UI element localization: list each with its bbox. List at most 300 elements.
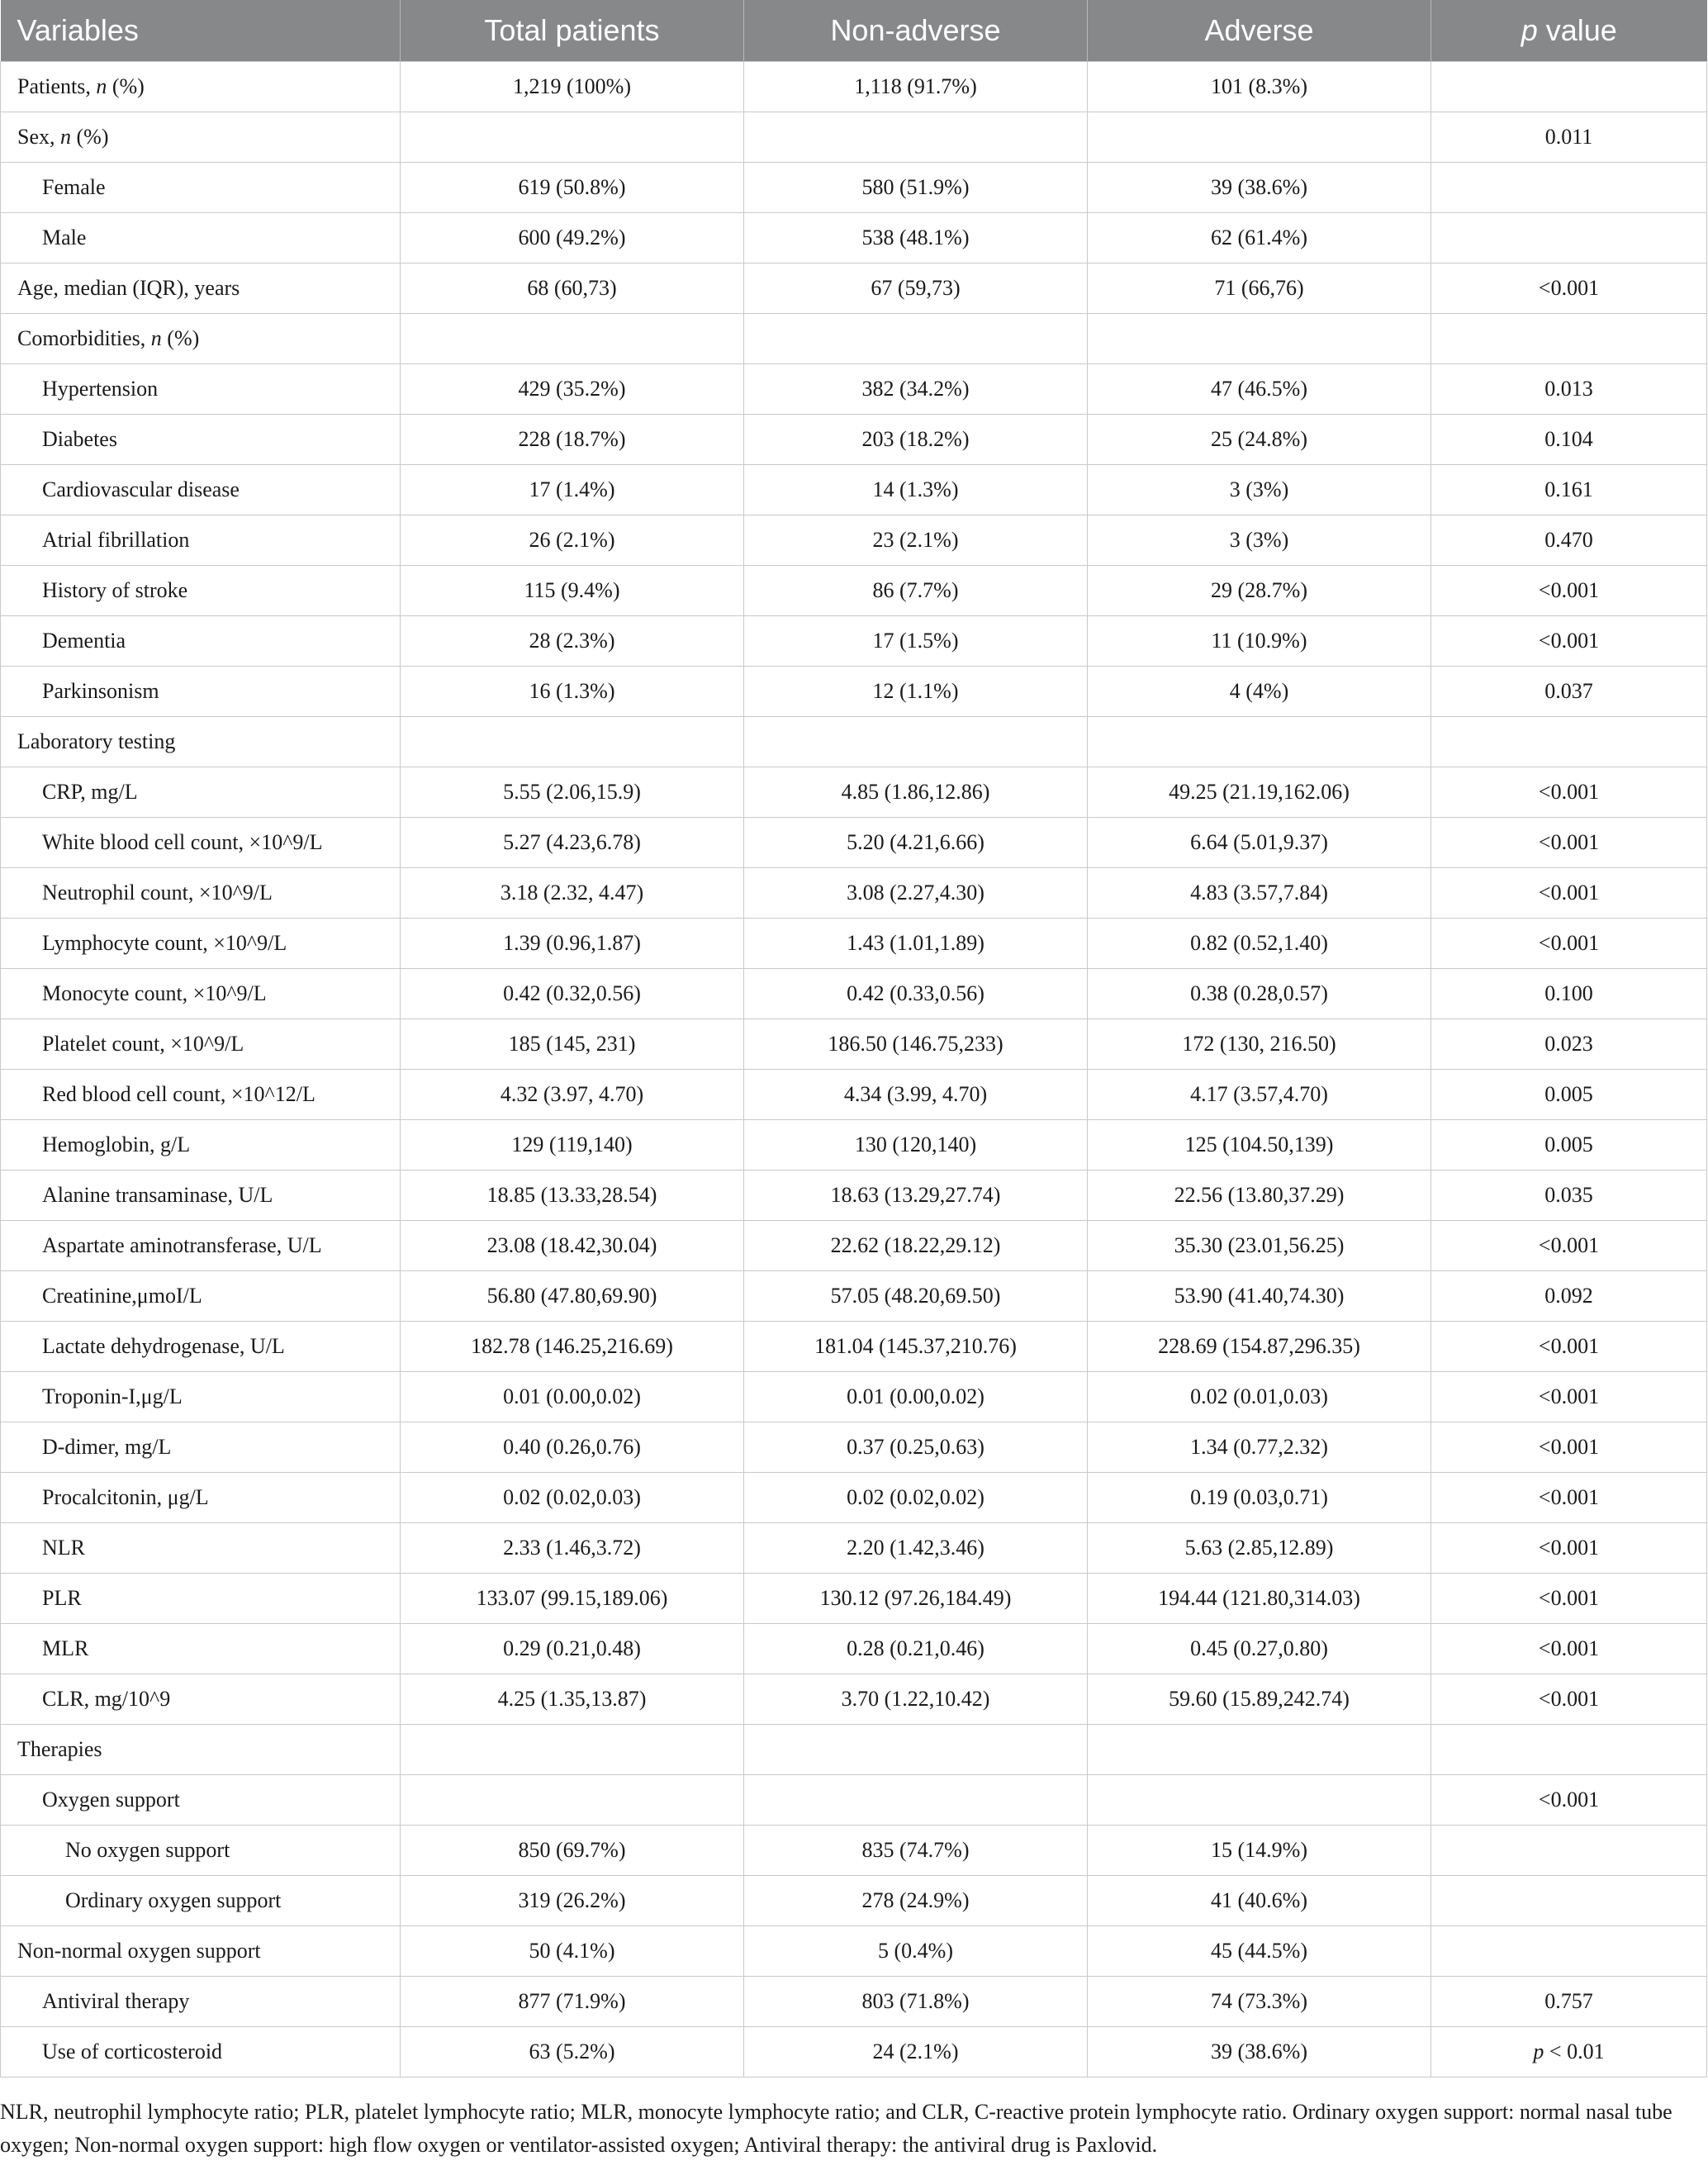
row-label: Non-normal oxygen support <box>17 1939 261 1963</box>
table-body <box>1 62 1707 2077</box>
row-label-cell <box>1 314 401 364</box>
non-adverse-cell: 5.20 (4.21,6.66) <box>744 818 1088 868</box>
total-cell: 182.78 (146.25,216.69) <box>401 1322 744 1372</box>
non-adverse-cell: 3.08 (2.27,4.30) <box>744 868 1088 919</box>
total-cell: 115 (9.4%) <box>401 566 744 616</box>
row-label: History of stroke <box>42 578 188 602</box>
row-label-italic: n <box>150 326 162 350</box>
table-row <box>1 1725 1707 1775</box>
row-label: CRP, mg/L <box>42 780 138 804</box>
adverse-cell: 4 (4%) <box>1088 667 1431 717</box>
p-value-cell <box>1431 1372 1707 1422</box>
row-label-cell <box>1 1070 401 1120</box>
table-row <box>1 2027 1707 2077</box>
adverse-cell: 35.30 (23.01,56.25) <box>1088 1221 1431 1271</box>
non-adverse-cell <box>744 1775 1088 1826</box>
adverse-cell: 228.69 (154.87,296.35) <box>1088 1322 1431 1372</box>
row-label: D-dimer, mg/L <box>42 1435 172 1459</box>
p-value-cell <box>1431 1221 1707 1271</box>
row-label: Antiviral therapy <box>42 1989 190 2013</box>
p-value-cell <box>1431 969 1707 1019</box>
adverse-cell: 71 (66,76) <box>1088 264 1431 314</box>
adverse-cell: 0.19 (0.03,0.71) <box>1088 1473 1431 1523</box>
p-value-cell <box>1431 112 1707 163</box>
non-adverse-cell: 181.04 (145.37,210.76) <box>744 1322 1088 1372</box>
table-row <box>1 1876 1707 1926</box>
table-row <box>1 868 1707 919</box>
row-label-cell <box>1 1977 401 2027</box>
adverse-cell: 1.34 (0.77,2.32) <box>1088 1422 1431 1473</box>
total-cell: 877 (71.9%) <box>401 1977 744 2027</box>
row-label: Diabetes <box>42 427 117 451</box>
total-cell: 16 (1.3%) <box>401 667 744 717</box>
row-label: Dementia <box>42 629 126 653</box>
p-value-cell <box>1431 163 1707 213</box>
non-adverse-cell: 0.42 (0.33,0.56) <box>744 969 1088 1019</box>
total-cell: 28 (2.3%) <box>401 616 744 667</box>
table-row <box>1 1271 1707 1322</box>
p-value-cell <box>1431 1120 1707 1170</box>
table-row <box>1 213 1707 264</box>
adverse-cell: 101 (8.3%) <box>1088 62 1431 112</box>
table-row <box>1 1372 1707 1422</box>
table-row <box>1 667 1707 717</box>
non-adverse-cell: 67 (59,73) <box>744 264 1088 314</box>
non-adverse-cell: 23 (2.1%) <box>744 515 1088 566</box>
p-value: 0.092 <box>1544 1284 1593 1308</box>
row-label: Creatinine,μmoI/L <box>42 1284 202 1308</box>
p-value: 0.104 <box>1544 427 1593 451</box>
non-adverse-cell: 203 (18.2%) <box>744 415 1088 465</box>
non-adverse-cell <box>744 717 1088 767</box>
p-value-cell <box>1431 1926 1707 1977</box>
row-label: Parkinsonism <box>42 679 159 703</box>
total-cell <box>401 314 744 364</box>
p-value: 0.037 <box>1544 679 1593 703</box>
row-label-cell <box>1 465 401 515</box>
p-value: <0.001 <box>1538 1334 1600 1358</box>
non-adverse-cell: 5 (0.4%) <box>744 1926 1088 1977</box>
non-adverse-cell: 24 (2.1%) <box>744 2027 1088 2077</box>
non-adverse-cell: 1,118 (91.7%) <box>744 62 1088 112</box>
adverse-cell: 45 (44.5%) <box>1088 1926 1431 1977</box>
row-label-cell <box>1 163 401 213</box>
p-value: 0.013 <box>1544 377 1593 401</box>
total-cell: 185 (145, 231) <box>401 1019 744 1070</box>
table-row <box>1 314 1707 364</box>
non-adverse-cell: 0.01 (0.00,0.02) <box>744 1372 1088 1422</box>
p-value-cell <box>1431 264 1707 314</box>
row-label-cell <box>1 1876 401 1926</box>
table-footnote: NLR, neutrophil lymphocyte ratio; PLR, platelet lymphocyte ratio; MLR, monocyte lymphocyte ratio; and CLR, C-reactive protein lymphocyte ratio. Ordinary oxygen support: normal nasal tube oxygen; Non-normal oxygen support: high flow oxygen or ventilator-assisted oxygen; Antiviral therapy: the antiviral drug is Paxlovid. <box>0 2100 1672 2157</box>
table-row <box>1 1473 1707 1523</box>
row-label-cell <box>1 1221 401 1271</box>
row-label-italic: n <box>60 125 71 149</box>
p-value: <0.001 <box>1538 1636 1600 1660</box>
row-label: Patients, <box>17 74 97 98</box>
row-label-cell <box>1 1725 401 1775</box>
adverse-cell: 172 (130, 216.50) <box>1088 1019 1431 1070</box>
total-cell <box>401 1775 744 1826</box>
table-row <box>1 566 1707 616</box>
row-label: Male <box>42 226 87 249</box>
total-cell: 0.42 (0.32,0.56) <box>401 969 744 1019</box>
total-cell <box>401 1725 744 1775</box>
total-cell: 2.33 (1.46,3.72) <box>401 1523 744 1574</box>
p-value-cell <box>1431 868 1707 919</box>
total-cell: 26 (2.1%) <box>401 515 744 566</box>
non-adverse-cell <box>744 112 1088 163</box>
p-value-cell <box>1431 515 1707 566</box>
adverse-cell: 25 (24.8%) <box>1088 415 1431 465</box>
row-label-cell <box>1 969 401 1019</box>
row-label: White blood cell count, ×10^9/L <box>42 830 323 854</box>
row-label-cell <box>1 919 401 969</box>
p-value: <0.001 <box>1538 1788 1600 1811</box>
row-label-cell <box>1 1926 401 1977</box>
table-row <box>1 717 1707 767</box>
non-adverse-cell: 14 (1.3%) <box>744 465 1088 515</box>
total-cell: 850 (69.7%) <box>401 1826 744 1876</box>
adverse-cell: 49.25 (21.19,162.06) <box>1088 767 1431 818</box>
table-row <box>1 1322 1707 1372</box>
row-label-cell <box>1 62 401 112</box>
p-value-cell <box>1431 1624 1707 1674</box>
row-label: Hemoglobin, g/L <box>42 1132 191 1156</box>
adverse-cell: 194.44 (121.80,314.03) <box>1088 1574 1431 1624</box>
table-row <box>1 1221 1707 1271</box>
header-p-italic: p <box>1521 13 1538 47</box>
non-adverse-cell: 382 (34.2%) <box>744 364 1088 415</box>
p-value: <0.001 <box>1538 1384 1600 1408</box>
row-label: Sex, <box>17 125 60 149</box>
adverse-cell: 59.60 (15.89,242.74) <box>1088 1674 1431 1725</box>
non-adverse-cell: 2.20 (1.42,3.46) <box>744 1523 1088 1574</box>
p-value: <0.001 <box>1538 881 1600 905</box>
row-label: Comorbidities, <box>17 326 151 350</box>
row-label: Troponin-I,μg/L <box>42 1384 183 1408</box>
total-cell: 50 (4.1%) <box>401 1926 744 1977</box>
p-value-cell <box>1431 465 1707 515</box>
row-label-cell <box>1 415 401 465</box>
non-adverse-cell: 12 (1.1%) <box>744 667 1088 717</box>
p-value: <0.001 <box>1538 276 1600 300</box>
adverse-cell: 0.82 (0.52,1.40) <box>1088 919 1431 969</box>
adverse-cell: 74 (73.3%) <box>1088 1977 1431 2027</box>
table-row <box>1 1422 1707 1473</box>
total-cell: 619 (50.8%) <box>401 163 744 213</box>
row-label: No oxygen support <box>65 1838 230 1862</box>
table-header-row <box>1 0 1707 62</box>
adverse-cell <box>1088 1775 1431 1826</box>
total-cell: 1,219 (100%) <box>401 62 744 112</box>
adverse-cell: 4.17 (3.57,4.70) <box>1088 1070 1431 1120</box>
non-adverse-cell: 186.50 (146.75,233) <box>744 1019 1088 1070</box>
total-cell: 0.40 (0.26,0.76) <box>401 1422 744 1473</box>
p-value-cell <box>1431 1422 1707 1473</box>
row-label-cell <box>1 213 401 264</box>
p-value-cell <box>1431 717 1707 767</box>
adverse-cell: 39 (38.6%) <box>1088 2027 1431 2077</box>
p-value: 0.005 <box>1544 1132 1593 1156</box>
adverse-cell: 0.02 (0.01,0.03) <box>1088 1372 1431 1422</box>
p-value: <0.001 <box>1538 830 1600 854</box>
p-value: 0.005 <box>1544 1082 1593 1106</box>
table-row <box>1 919 1707 969</box>
p-value: 0.035 <box>1544 1183 1593 1207</box>
adverse-cell: 6.64 (5.01,9.37) <box>1088 818 1431 868</box>
table-row <box>1 415 1707 465</box>
total-cell: 23.08 (18.42,30.04) <box>401 1221 744 1271</box>
row-label: Oxygen support <box>42 1788 180 1811</box>
table-row <box>1 264 1707 314</box>
table-row <box>1 1120 1707 1170</box>
row-label-cell <box>1 1574 401 1624</box>
row-label-cell <box>1 264 401 314</box>
table-row <box>1 515 1707 566</box>
row-label-cell <box>1 364 401 415</box>
row-label-cell <box>1 1775 401 1826</box>
p-value-cell <box>1431 566 1707 616</box>
header-variables: Variables <box>1 0 401 62</box>
row-label: Red blood cell count, ×10^12/L <box>42 1082 316 1106</box>
row-label: Female <box>42 175 106 199</box>
row-label-cell <box>1 1674 401 1725</box>
row-label-cell <box>1 1019 401 1070</box>
p-value-cell <box>1431 1322 1707 1372</box>
table-row <box>1 1170 1707 1221</box>
p-value-cell <box>1431 667 1707 717</box>
row-label-cell <box>1 1120 401 1170</box>
row-label: PLR <box>42 1586 82 1610</box>
p-value-cell <box>1431 314 1707 364</box>
row-label: Laboratory testing <box>17 729 176 753</box>
row-label-cell <box>1 1372 401 1422</box>
p-value-cell <box>1431 1473 1707 1523</box>
p-value: 0.023 <box>1544 1032 1593 1056</box>
p-value: <0.001 <box>1538 1233 1600 1257</box>
row-label: Hypertension <box>42 377 159 401</box>
adverse-cell: 11 (10.9%) <box>1088 616 1431 667</box>
row-label: Ordinary oxygen support <box>65 1888 282 1912</box>
row-label-cell <box>1 667 401 717</box>
p-value: <0.001 <box>1538 780 1600 804</box>
total-cell: 4.32 (3.97, 4.70) <box>401 1070 744 1120</box>
table-row <box>1 767 1707 818</box>
row-label-cell <box>1 2027 401 2077</box>
row-label-suffix: (%) <box>71 125 109 149</box>
p-value-cell <box>1431 1876 1707 1926</box>
row-label-cell <box>1 616 401 667</box>
p-value-cell <box>1431 213 1707 264</box>
adverse-cell <box>1088 717 1431 767</box>
row-label: Neutrophil count, ×10^9/L <box>42 881 273 905</box>
header-adverse: Adverse <box>1088 0 1431 62</box>
header-non-adverse: Non-adverse <box>744 0 1088 62</box>
non-adverse-cell: 130.12 (97.26,184.49) <box>744 1574 1088 1624</box>
non-adverse-cell: 86 (7.7%) <box>744 566 1088 616</box>
p-value-cell <box>1431 818 1707 868</box>
row-label-cell <box>1 1523 401 1574</box>
total-cell: 3.18 (2.32, 4.47) <box>401 868 744 919</box>
row-label: Alanine transaminase, U/L <box>42 1183 273 1207</box>
p-value: 0.757 <box>1544 1989 1593 2013</box>
total-cell: 133.07 (99.15,189.06) <box>401 1574 744 1624</box>
total-cell: 56.80 (47.80,69.90) <box>401 1271 744 1322</box>
p-value: <0.001 <box>1538 931 1600 955</box>
non-adverse-cell: 803 (71.8%) <box>744 1977 1088 2027</box>
row-label-italic: n <box>96 74 107 98</box>
non-adverse-cell: 0.02 (0.02,0.02) <box>744 1473 1088 1523</box>
table-row <box>1 1674 1707 1725</box>
p-value-cell <box>1431 1019 1707 1070</box>
non-adverse-cell: 580 (51.9%) <box>744 163 1088 213</box>
p-value: <0.001 <box>1538 1435 1600 1459</box>
adverse-cell: 5.63 (2.85,12.89) <box>1088 1523 1431 1574</box>
p-value-cell <box>1431 1574 1707 1624</box>
table-row <box>1 969 1707 1019</box>
table-row <box>1 1523 1707 1574</box>
p-value-cell <box>1431 1070 1707 1120</box>
non-adverse-cell: 0.28 (0.21,0.46) <box>744 1624 1088 1674</box>
total-cell: 0.02 (0.02,0.03) <box>401 1473 744 1523</box>
table-row <box>1 1019 1707 1070</box>
total-cell: 228 (18.7%) <box>401 415 744 465</box>
p-value-cell <box>1431 364 1707 415</box>
row-label: Lymphocyte count, ×10^9/L <box>42 931 287 955</box>
row-label-cell <box>1 566 401 616</box>
p-value-cell <box>1431 1725 1707 1775</box>
table-row <box>1 1624 1707 1674</box>
row-label-cell <box>1 1422 401 1473</box>
p-value-cell <box>1431 1775 1707 1826</box>
adverse-cell: 4.83 (3.57,7.84) <box>1088 868 1431 919</box>
adverse-cell: 29 (28.7%) <box>1088 566 1431 616</box>
adverse-cell: 53.90 (41.40,74.30) <box>1088 1271 1431 1322</box>
p-value-cell <box>1431 1826 1707 1876</box>
row-label-cell <box>1 818 401 868</box>
p-value: <0.001 <box>1538 1687 1600 1711</box>
adverse-cell: 125 (104.50,139) <box>1088 1120 1431 1170</box>
row-label-cell <box>1 717 401 767</box>
table-row <box>1 818 1707 868</box>
row-label: Atrial fibrillation <box>42 528 190 552</box>
p-value-cell <box>1431 616 1707 667</box>
row-label: Monocyte count, ×10^9/L <box>42 981 267 1005</box>
table-row <box>1 1574 1707 1624</box>
total-cell <box>401 717 744 767</box>
total-cell: 17 (1.4%) <box>401 465 744 515</box>
adverse-cell: 0.45 (0.27,0.80) <box>1088 1624 1431 1674</box>
p-value-cell <box>1431 1271 1707 1322</box>
non-adverse-cell <box>744 1725 1088 1775</box>
row-label: Lactate dehydrogenase, U/L <box>42 1334 285 1358</box>
p-value-cell <box>1431 62 1707 112</box>
p-value-cell <box>1431 1170 1707 1221</box>
adverse-cell: 47 (46.5%) <box>1088 364 1431 415</box>
total-cell: 0.29 (0.21,0.48) <box>401 1624 744 1674</box>
non-adverse-cell: 22.62 (18.22,29.12) <box>744 1221 1088 1271</box>
header-p-value: p value <box>1431 0 1707 62</box>
non-adverse-cell: 18.63 (13.29,27.74) <box>744 1170 1088 1221</box>
p-value: <0.001 <box>1538 1586 1600 1610</box>
adverse-cell <box>1088 112 1431 163</box>
total-cell: 4.25 (1.35,13.87) <box>401 1674 744 1725</box>
row-label: Platelet count, ×10^9/L <box>42 1032 244 1056</box>
p-value: 0.100 <box>1544 981 1593 1005</box>
table-row <box>1 1826 1707 1876</box>
row-label-cell <box>1 1624 401 1674</box>
p-value-cell <box>1431 415 1707 465</box>
row-label: MLR <box>42 1636 89 1660</box>
non-adverse-cell: 538 (48.1%) <box>744 213 1088 264</box>
non-adverse-cell <box>744 314 1088 364</box>
p-value: 0.011 <box>1544 125 1593 149</box>
non-adverse-cell: 835 (74.7%) <box>744 1826 1088 1876</box>
row-label: Cardiovascular disease <box>42 477 240 501</box>
p-value: <0.001 <box>1538 578 1600 602</box>
row-label: CLR, mg/10^9 <box>42 1687 171 1711</box>
row-label: Procalcitonin, μg/L <box>42 1485 209 1509</box>
table-row <box>1 1775 1707 1826</box>
adverse-cell: 62 (61.4%) <box>1088 213 1431 264</box>
p-value-cell <box>1431 1977 1707 2027</box>
p-value: <0.001 <box>1538 1536 1600 1560</box>
adverse-cell <box>1088 1725 1431 1775</box>
row-label-suffix: (%) <box>107 74 145 98</box>
non-adverse-cell: 3.70 (1.22,10.42) <box>744 1674 1088 1725</box>
table-row <box>1 465 1707 515</box>
total-cell: 5.55 (2.06,15.9) <box>401 767 744 818</box>
p-value: 0.470 <box>1544 528 1593 552</box>
total-cell: 0.01 (0.00,0.02) <box>401 1372 744 1422</box>
total-cell: 1.39 (0.96,1.87) <box>401 919 744 969</box>
p-value-italic: p <box>1533 2039 1544 2063</box>
row-label-cell <box>1 1322 401 1372</box>
adverse-cell: 41 (40.6%) <box>1088 1876 1431 1926</box>
table-row <box>1 364 1707 415</box>
table-row <box>1 1070 1707 1120</box>
adverse-cell: 39 (38.6%) <box>1088 163 1431 213</box>
p-value-cell <box>1431 1523 1707 1574</box>
table-row <box>1 616 1707 667</box>
adverse-cell: 0.38 (0.28,0.57) <box>1088 969 1431 1019</box>
total-cell: 129 (119,140) <box>401 1120 744 1170</box>
adverse-cell: 15 (14.9%) <box>1088 1826 1431 1876</box>
row-label-suffix: (%) <box>161 326 200 350</box>
p-value: 0.161 <box>1544 477 1593 501</box>
p-value-cell <box>1431 2027 1707 2077</box>
p-value: < 0.01 <box>1544 2039 1605 2063</box>
table-row <box>1 163 1707 213</box>
non-adverse-cell: 57.05 (48.20,69.50) <box>744 1271 1088 1322</box>
row-label-cell <box>1 112 401 163</box>
total-cell: 5.27 (4.23,6.78) <box>401 818 744 868</box>
header-total-patients: Total patients <box>401 0 744 62</box>
non-adverse-cell: 17 (1.5%) <box>744 616 1088 667</box>
p-value-cell <box>1431 1674 1707 1725</box>
row-label-cell <box>1 1271 401 1322</box>
total-cell: 319 (26.2%) <box>401 1876 744 1926</box>
total-cell: 429 (35.2%) <box>401 364 744 415</box>
non-adverse-cell: 278 (24.9%) <box>744 1876 1088 1926</box>
row-label: Age, median (IQR), years <box>17 276 240 300</box>
table-row <box>1 112 1707 163</box>
p-value-cell <box>1431 919 1707 969</box>
row-label: NLR <box>42 1536 85 1560</box>
row-label-cell <box>1 1473 401 1523</box>
adverse-cell: 22.56 (13.80,37.29) <box>1088 1170 1431 1221</box>
